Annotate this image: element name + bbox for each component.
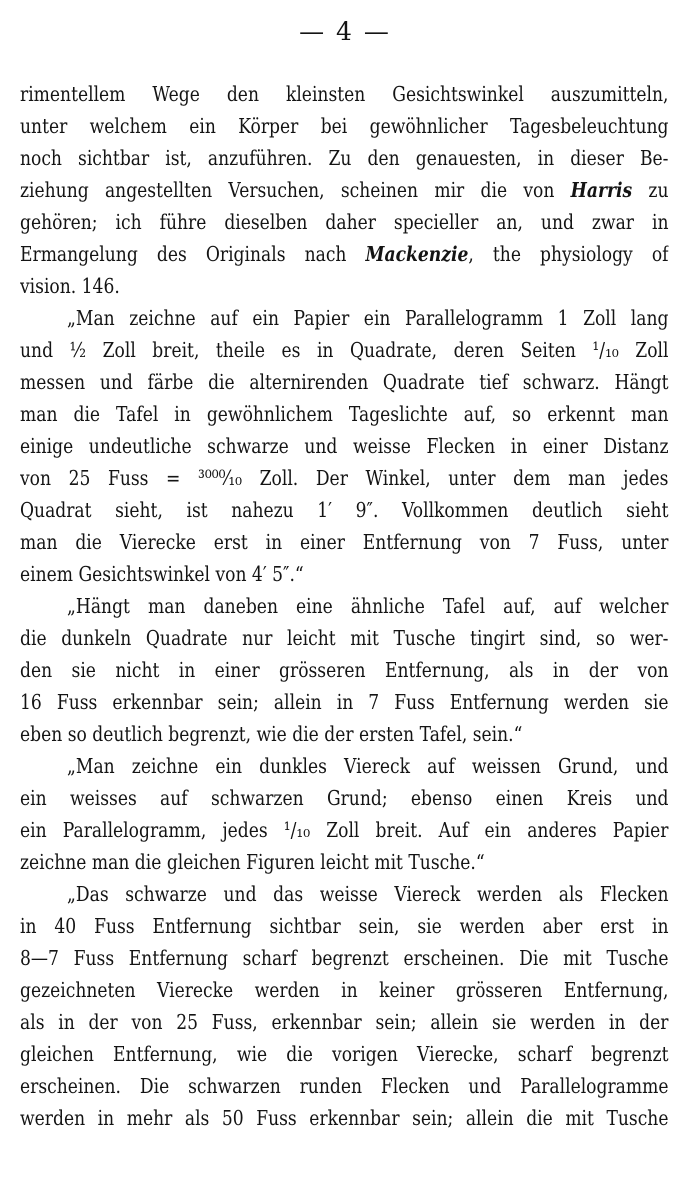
text-line: den sie nicht in einer grösseren Entfernung, als in der von — [20, 658, 669, 682]
text-line: als in der von 25 Fuss, erkennbar sein; allein sie werden in der — [20, 1010, 669, 1034]
text-line: vision. 146. — [20, 274, 120, 298]
text-line: Ermangelung des Originals nach Mackenzie, the physiology of — [20, 242, 669, 266]
text-line: noch sichtbar ist, anzuführen. Zu den genauesten, in dieser Be- — [20, 146, 669, 170]
emphasized-name: Mackenzie — [365, 242, 469, 266]
text-line: messen und färbe die alternirenden Quadrate tief schwarz. Hängt — [20, 370, 669, 394]
text-line: „Man zeichne auf ein Papier ein Parallelogramm 1 Zoll lang — [67, 306, 669, 330]
paragraph-3 — [20, 590, 668, 750]
text-line: „Hängt man daneben eine ähnliche Tafel auf, auf welcher — [67, 594, 669, 618]
emphasized-name: Harris — [570, 178, 633, 202]
text-line: einige undeutliche schwarze und weisse Flecken in einer Distanz — [20, 434, 669, 458]
paragraph-5 — [20, 878, 668, 1134]
page-number: — 4 — — [299, 17, 391, 46]
text-line: „Das schwarze und das weisse Viereck werden als Flecken — [67, 882, 669, 906]
text-line: ein Parallelogramm, jedes ¹/₁₀ Zoll breit. Auf ein anderes Papier — [20, 818, 669, 842]
text-line: gleichen Entfernung, wie die vorigen Vierecke, scharf begrenzt — [20, 1042, 669, 1066]
text-line: man die Tafel in gewöhnlichem Tageslichte auf, so erkennt man — [20, 402, 669, 426]
text-line: Quadrat sieht, ist nahezu 1′ 9″. Vollkommen deutlich sieht — [20, 498, 669, 522]
text-line: unter welchem ein Körper bei gewöhnlicher Tagesbeleuchtung — [20, 114, 669, 138]
text-line: die dunkeln Quadrate nur leicht mit Tusche tingirt sind, so wer- — [20, 626, 669, 650]
text-line: und ½ Zoll breit, theile es in Quadrate, deren Seiten ¹/₁₀ Zoll — [20, 338, 669, 362]
paragraph-2 — [20, 302, 668, 590]
text-line: ziehung angestellten Versuchen, scheinen mir die von Harris zu — [20, 178, 669, 202]
text-line: rimentellem Wege den kleinsten Gesichtswinkel auszumitteln, — [20, 82, 669, 106]
text-line: 8—7 Fuss Entfernung scharf begrenzt erscheinen. Die mit Tusche — [20, 946, 669, 970]
body-text — [20, 78, 668, 1134]
paragraph-4 — [20, 750, 668, 878]
text-line: erscheinen. Die schwarzen runden Flecken und Parallelogramme — [20, 1074, 669, 1098]
text-line: man die Vierecke erst in einer Entfernung von 7 Fuss, unter — [20, 530, 669, 554]
text-line: gehören; ich führe dieselben daher specieller an, und zwar in — [20, 210, 669, 234]
text-line: eben so deutlich begrenzt, wie die der ersten Tafel, sein.“ — [20, 722, 523, 746]
text-line: gezeichneten Vierecke werden in keiner grösseren Entfernung, — [20, 978, 669, 1002]
text-line: werden in mehr als 50 Fuss erkennbar sein; allein die mit Tusche — [20, 1106, 669, 1130]
text-line: in 40 Fuss Entfernung sichtbar sein, sie werden aber erst in — [20, 914, 669, 938]
text-line: zeichne man die gleichen Figuren leicht mit Tusche.“ — [20, 850, 485, 874]
text-line: ein weisses auf schwarzen Grund; ebenso einen Kreis und — [20, 786, 669, 810]
text-line: „Man zeichne ein dunkles Viereck auf weissen Grund, und — [67, 754, 669, 778]
text-line: einem Gesichtswinkel von 4′ 5″.“ — [20, 562, 304, 586]
paragraph-1 — [20, 78, 668, 302]
text-line: von 25 Fuss = ³⁰⁰⁰⁄₁₀ Zoll. Der Winkel, unter dem man jedes — [20, 466, 669, 490]
text-line: 16 Fuss erkennbar sein; allein in 7 Fuss Entfernung werden sie — [20, 690, 669, 714]
